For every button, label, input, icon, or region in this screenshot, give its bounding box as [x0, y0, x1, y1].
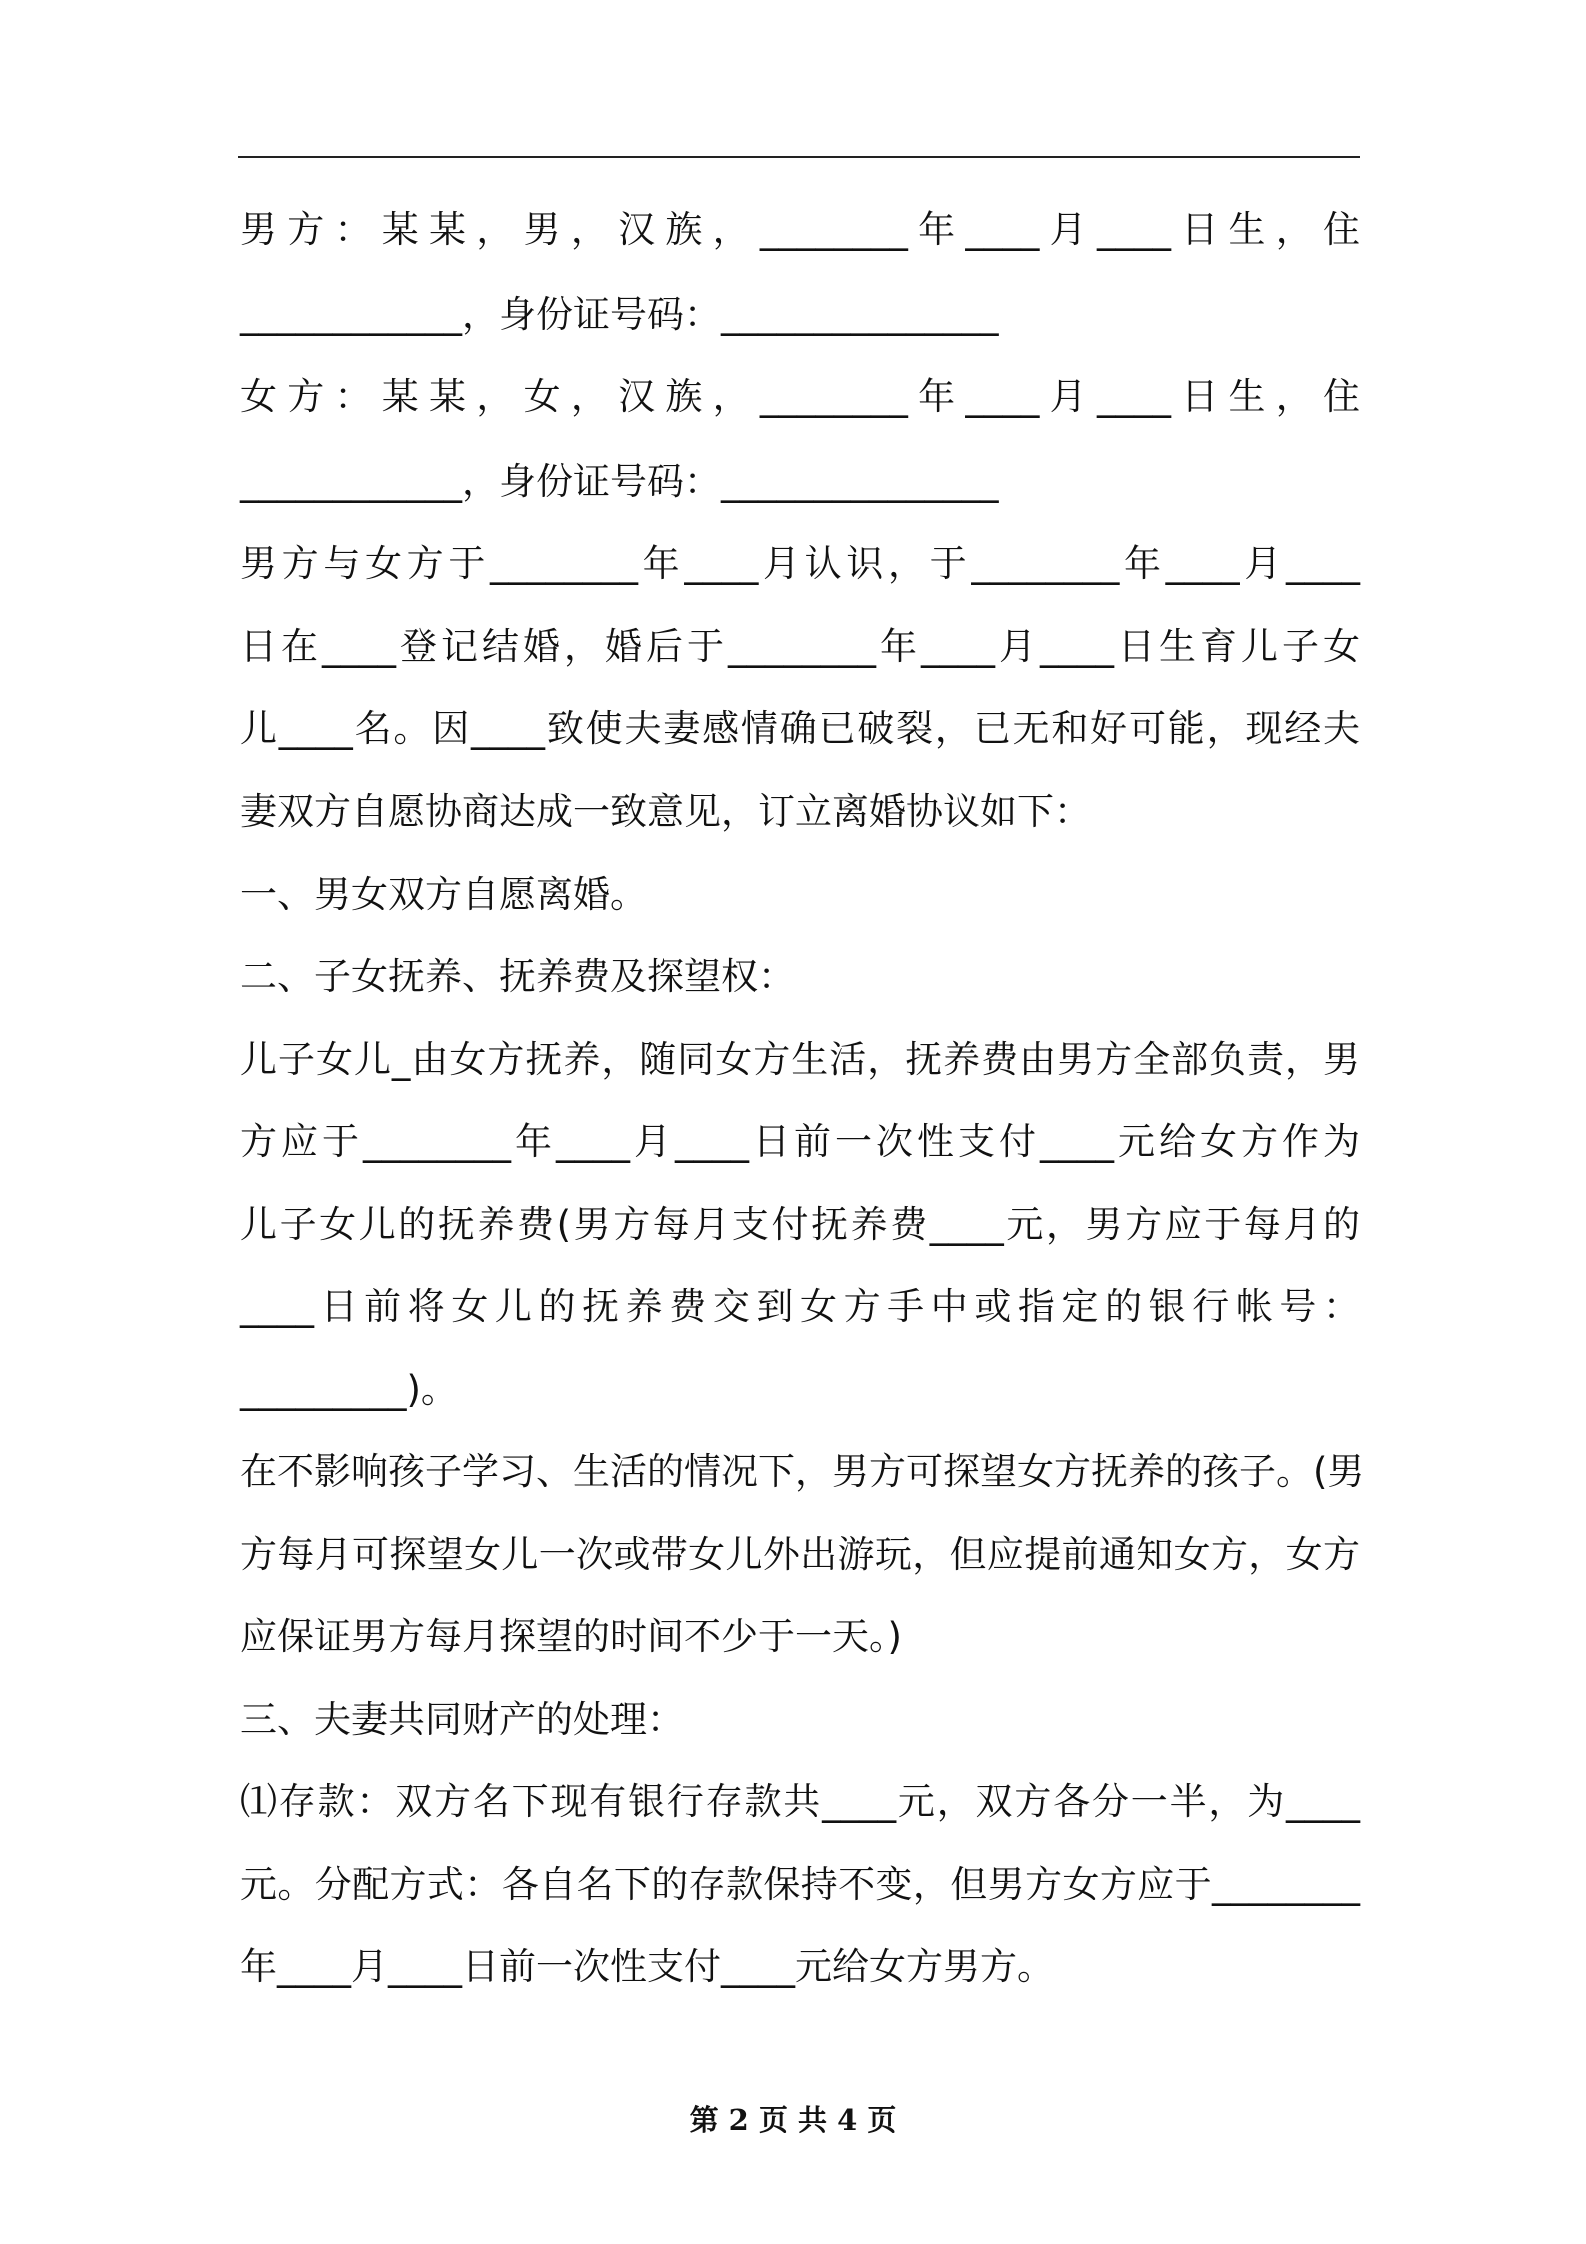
text-line: 年____月____日前一次性支付____元给女方男方。 [240, 1945, 1054, 1988]
section-heading: 二、子女抚养、抚养费及探望权： [240, 955, 795, 998]
text-line: 应保证男方每月探望的时间不少于一天。) [240, 1615, 902, 1658]
text-line: 在不影响孩子学习、生活的情况下，男方可探望女方抚养的孩子。(男 [240, 1450, 1365, 1493]
text-line: 元。分配方式：各自名下的存款保持不变，但男方女方应于________ [240, 1863, 1360, 1906]
text-line: 男方：某某，男，汉族，________年____月____日生，住 [240, 208, 1360, 251]
text-line: ____________，身份证号码：_______________ [240, 460, 999, 503]
text-line: 儿子女儿的抚养费(男方每月支付抚养费____元，男方应于每月的 [240, 1203, 1360, 1246]
text-line: ____________，身份证号码：_______________ [240, 293, 999, 336]
text-line: 日在____登记结婚，婚后于________年____月____日生育儿子女 [240, 625, 1360, 668]
header-divider [238, 156, 1360, 158]
text-line: _________)。 [240, 1368, 458, 1411]
section-heading: 三、夫妻共同财产的处理： [240, 1698, 684, 1741]
text-line: 儿____名。因____致使夫妻感情确已破裂，已无和好可能，现经夫 [240, 707, 1360, 750]
text-line: 儿子女儿_由女方抚养，随同女方生活，抚养费由男方全部负责，男 [240, 1038, 1360, 1081]
section-heading: 一、男女双方自愿离婚。 [240, 873, 647, 916]
text-line: ⑴存款：双方名下现有银行存款共____元，双方各分一半，为____ [240, 1780, 1360, 1823]
text-line: 方每月可探望女儿一次或带女儿外出游玩，但应提前通知女方，女方 [240, 1533, 1360, 1576]
text-line: ____日前将女儿的抚养费交到女方手中或指定的银行帐号： [240, 1285, 1360, 1328]
text-line: 方应于________年____月____日前一次性支付____元给女方作为 [240, 1120, 1360, 1163]
text-line: 男方与女方于________年____月认识，于________年____月____ [240, 542, 1360, 585]
text-line: 妻双方自愿协商达成一致意见，订立离婚协议如下： [240, 790, 1091, 833]
page-number: 第 2 页 共 4 页 [689, 2103, 897, 2137]
text-line: 女方：某某，女，汉族，________年____月____日生，住 [240, 375, 1360, 418]
